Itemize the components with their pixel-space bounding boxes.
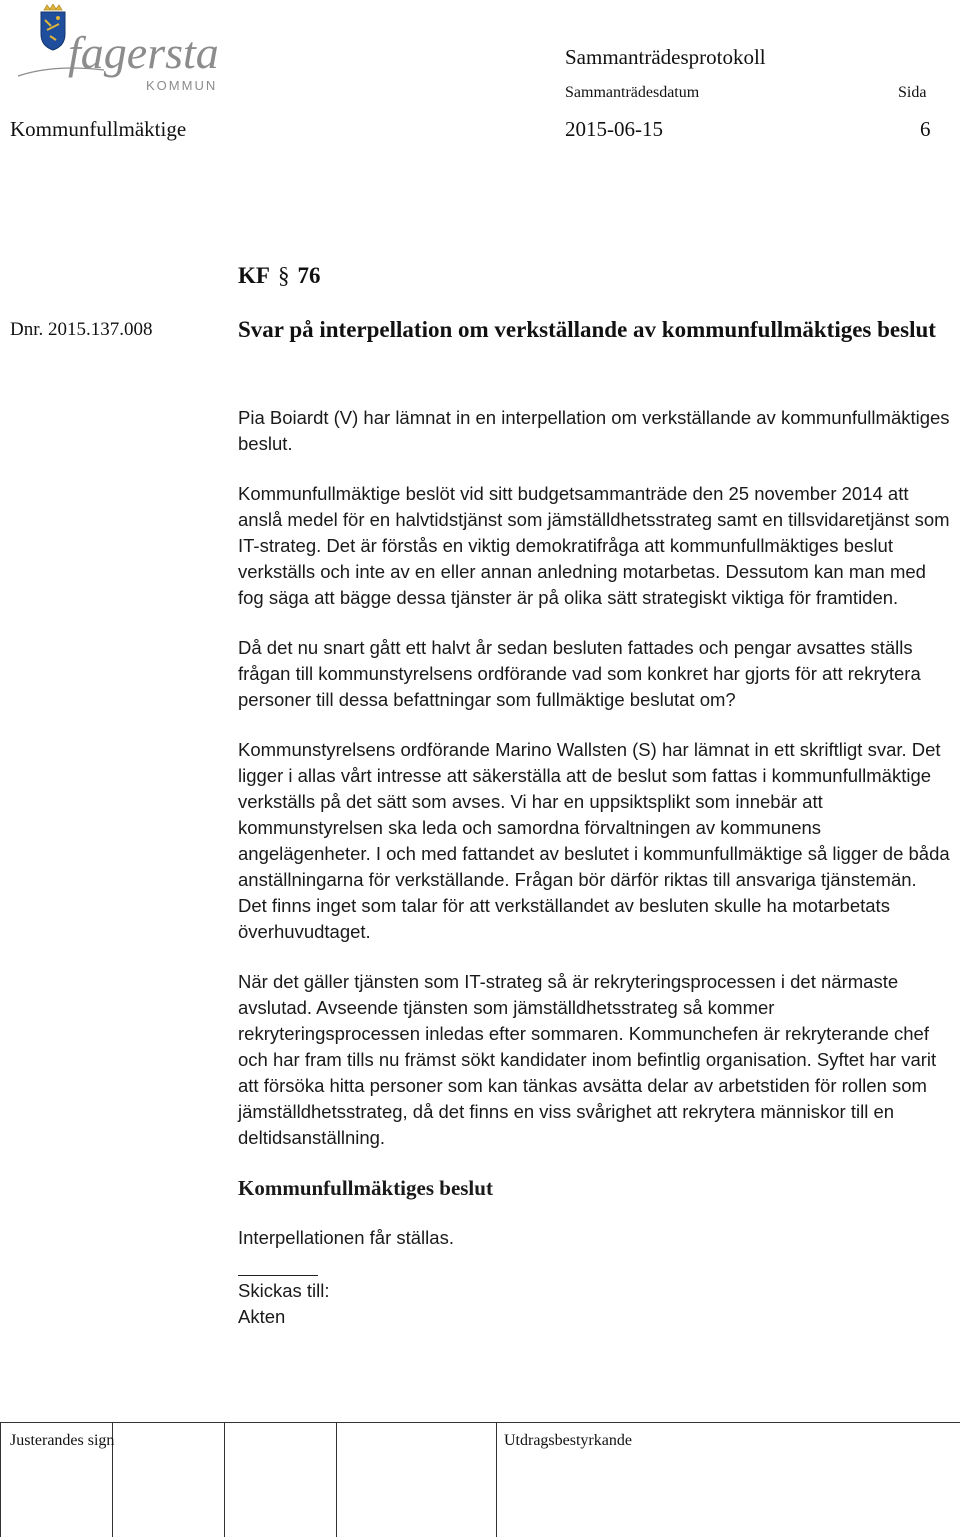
body-paragraph: Kommunfullmäktige beslöt vid sitt budgetsammanträde den 25 november 2014 att anslå medel för en halvtidstjänst som jämställdhetsstrateg samt en tillsvidaretjänst som IT-strateg. Det är förstås en viktig demokratifråga att kommunfullmäktiges beslut verkställs och inte av en eller annan anledning motarbetas. Dessutom kan man med fog säga att bägge dessa tjänster är på olika sätt strategiskt viktiga för framtiden. xyxy=(238,483,950,608)
signature-cell xyxy=(336,1423,497,1537)
case-number xyxy=(238,262,320,290)
protocol-title: Sammanträdesprotokoll xyxy=(565,45,766,69)
sign-label: Justerandes sign xyxy=(10,1432,115,1449)
organ-name: Kommunfullmäktige xyxy=(10,117,187,141)
logo-subtext: KOMMUN xyxy=(146,78,218,93)
fagersta-logo xyxy=(14,4,246,98)
signature-cell xyxy=(112,1423,225,1537)
coat-of-arms-icon xyxy=(14,4,246,98)
case-title: Svar på interpellation om verkställande av kommunfullmäktiges beslut xyxy=(238,317,936,342)
diary-number: Dnr. 2015.137.008 xyxy=(10,319,153,340)
distribution-block xyxy=(238,1275,950,1330)
send-to-label: Skickas till: xyxy=(238,1280,330,1301)
certified-label: Utdragsbestyrkande xyxy=(504,1432,632,1449)
body-paragraph: Pia Boiardt (V) har lämnat in en interpellation om verkställande av kommunfullmäktiges beslut. xyxy=(238,407,950,454)
page-label: Sida xyxy=(898,84,927,101)
kf-prefix: KF xyxy=(238,263,270,288)
protocol-body xyxy=(238,405,950,1330)
distribution-rule xyxy=(238,1275,318,1276)
decision-heading: Kommunfullmäktiges beslut xyxy=(238,1176,493,1200)
kf-number: 76 xyxy=(297,263,321,288)
page-number: 6 xyxy=(920,117,931,141)
logo-wordmark: fagersta xyxy=(68,27,219,78)
body-paragraph: Då det nu snart gått ett halvt år sedan besluten fattades och pengar avsattes ställs frågan till kommunstyrelsens ordförande vad som konkret har gjorts för att rekrytera personer till dessa befattningar som fullmäktige beslutat om? xyxy=(238,637,921,710)
meeting-date: 2015-06-15 xyxy=(565,117,663,141)
signature-cell xyxy=(224,1423,337,1537)
body-paragraph: När det gäller tjänsten som IT-strateg så är rekryteringsprocessen i det närmaste avslutad. Avseende tjänsten som jämställdhetsstrateg så kommer rekryteringsprocessen inledas efter sommaren. Kommunchefen är rekryterande chef och har fram tills nu främst sökt kandidater inom befintlig organisation. Syftet har varit att försöka hitta personer som kan tänkas avsätta delar av arbetstiden för rollen som jämställdhetsstrateg, då det finns en viss svårighet att rekrytera människor till en deltidsanställning. xyxy=(238,971,937,1148)
body-paragraph: Kommunstyrelsens ordförande Marino Wallsten (S) har lämnat in ett skriftligt svar. Det ligger i allas vårt intresse att säkerställa att de beslut som fattas i kommunfullmäktige verkställs på det sätt som avses. Vi har en uppsiktsplikt som innebär att kommunstyrelsen ska leda och samordna förvaltningen av kommunens angelägenheter. I och med fattandet av beslutet i kommunfullmäktige så ligger de båda anställningarna för verkställande. Frågan bör därför riktas till ansvariga tjänstemän. Det finns inget som talar för att verkställandet av besluten skulle ha motarbetats överhuvudtaget. xyxy=(238,739,950,942)
send-to-recipient: Akten xyxy=(238,1306,286,1327)
paragraph-sign: § xyxy=(277,263,290,288)
date-label: Sammanträdesdatum xyxy=(565,84,700,101)
signature-footer xyxy=(0,1422,960,1537)
decision-text: Interpellationen får ställas. xyxy=(238,1227,454,1248)
